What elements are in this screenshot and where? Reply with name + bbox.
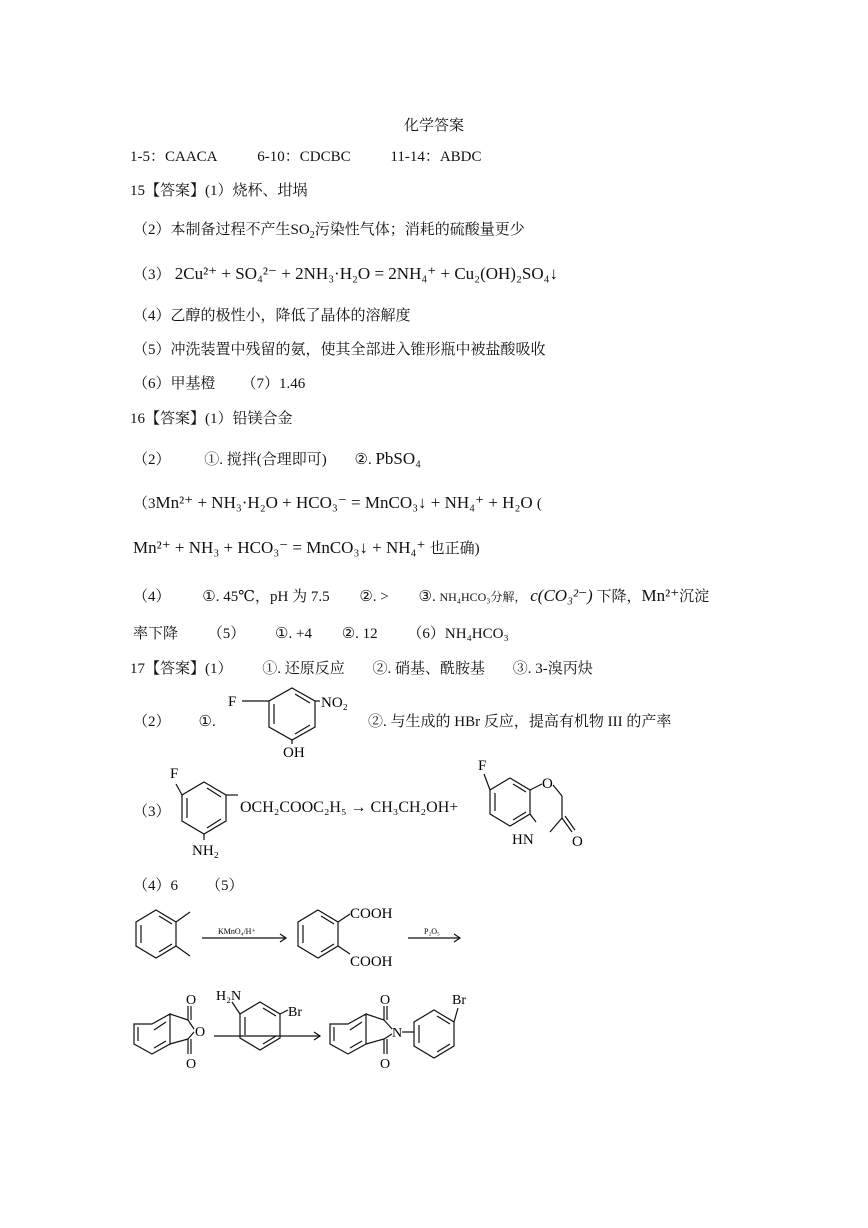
mc-answers	[130, 147, 482, 167]
label-o: O	[542, 776, 553, 792]
q15-equation: 2Cu²⁺ + SO₄²⁻ + 2NH₃·H₂O = 2NH₄⁺ + Cu₂(OH)₂SO₄↓	[174, 264, 559, 283]
phthalic-acid-ring	[298, 910, 338, 958]
label-f: F	[478, 758, 487, 774]
q15-part3: （3） 2Cu²⁺ + SO₄²⁻ + 2NH₃·H₂O = 2NH₄⁺ + Cu₂(OH)₂SO₄↓	[133, 264, 559, 283]
label-h2n: H₂N	[216, 989, 242, 1004]
label-n: N	[392, 1026, 403, 1041]
reagent-kmno4: KMnO₄/H⁺	[218, 927, 256, 936]
q15-part5: （5）冲洗装置中残留的氨，使其全部进入锥形瓶中被盐酸吸收	[133, 342, 546, 358]
molecule-amino-ester	[168, 760, 248, 860]
molecule-product-phthalimide	[322, 984, 472, 1084]
label-o: O	[380, 993, 391, 1008]
label-f: F	[170, 766, 179, 782]
q16-part3-alt: Mn²⁺ + NH₃ + HCO₃⁻ = MnCO₃↓ + NH₄⁺ 也正确)	[133, 538, 480, 557]
label-o: O	[380, 1057, 391, 1072]
label-o: O	[186, 1057, 197, 1072]
mc-1-5: 1-5：CAACA	[130, 149, 218, 165]
q16-part3: （3Mn²⁺ + NH₃·H₂O + HCO₃⁻ = MnCO₃↓ + NH₄⁺ + H₂O (	[133, 493, 542, 512]
q16-part2: （2） ①. 搅拌(合理即可) ②. PbSO₄	[133, 449, 422, 468]
q15-part4: （4）乙醇的极性小，降低了晶体的溶解度	[133, 308, 411, 324]
label-cooh: COOH	[350, 954, 393, 970]
toluene-ring	[136, 910, 176, 958]
q17-part3-middle: OCH₂COOC₂H₅ → CH₃CH₂OH+	[240, 799, 459, 816]
q17-part4-5: （4）6 （5）	[133, 878, 244, 894]
mc-11-14: 11-14：ABDC	[390, 149, 482, 165]
label-nh2: NH₂	[192, 843, 219, 859]
label-o: O	[195, 1025, 206, 1040]
q16-equation: Mn²⁺ + NH₃·H₂O + HCO₃⁻ = MnCO₃↓ + NH₄⁺ + H₂O	[155, 493, 533, 512]
label-oh: OH	[283, 745, 305, 758]
q16-part4-cont: 率下降 （5） ①. +4 ②. 12 （6）NH₄HCO₃	[133, 626, 509, 642]
label-f: F	[228, 694, 237, 710]
molecule-benzoxazinone	[476, 752, 596, 870]
q17-part2-b: ②. 与生成的 HBr 反应，提高有机物 III 的产率	[368, 714, 672, 730]
label-o: O	[572, 834, 583, 850]
so2-formula: $SO_2$	[290, 222, 315, 241]
label-br: Br	[452, 993, 466, 1008]
q16-equation-alt: Mn²⁺ + NH₃ + HCO₃⁻ = MnCO₃↓ + NH₄⁺	[133, 538, 426, 557]
label-cooh: COOH	[350, 906, 393, 922]
q17-part2-label: （2） ①.	[133, 714, 216, 730]
synthesis-step-1	[120, 890, 480, 980]
page-title: 化学答案	[403, 118, 464, 134]
q17-head: 17【答案】(1） ①. 还原反应 ②. 硝基、酰胺基 ③. 3-溴丙炔	[130, 661, 593, 677]
label-no2: NO₂	[321, 695, 348, 711]
reagent-p2o5: P₂O₅	[424, 927, 440, 936]
mc-6-10: 6-10：CDCBC	[257, 149, 351, 165]
q16-head: 16【答案】(1）铅镁合金	[130, 411, 293, 427]
q15-part6-7: （6）甲基橙 （7）1.46	[133, 376, 306, 392]
q17-part3-label: （3）	[133, 804, 171, 820]
q15-part2: （2）本制备过程不产生$SO_2$污染性气体；消耗的硫酸量更少	[133, 222, 525, 241]
q16-part4: （4） ①. 45℃，pH 为 7.5 ②. > ③. NH₄HCO₃分解， c(CO₃²⁻) 下降，Mn²⁺沉淀	[133, 586, 710, 605]
label-br: Br	[288, 1005, 302, 1020]
label-o: O	[186, 993, 197, 1008]
q15-head: 15【答案】(1）烧杯、坩埚	[130, 183, 308, 199]
label-hn: HN	[512, 832, 534, 848]
molecule-fluoronitrophenol	[224, 680, 364, 758]
